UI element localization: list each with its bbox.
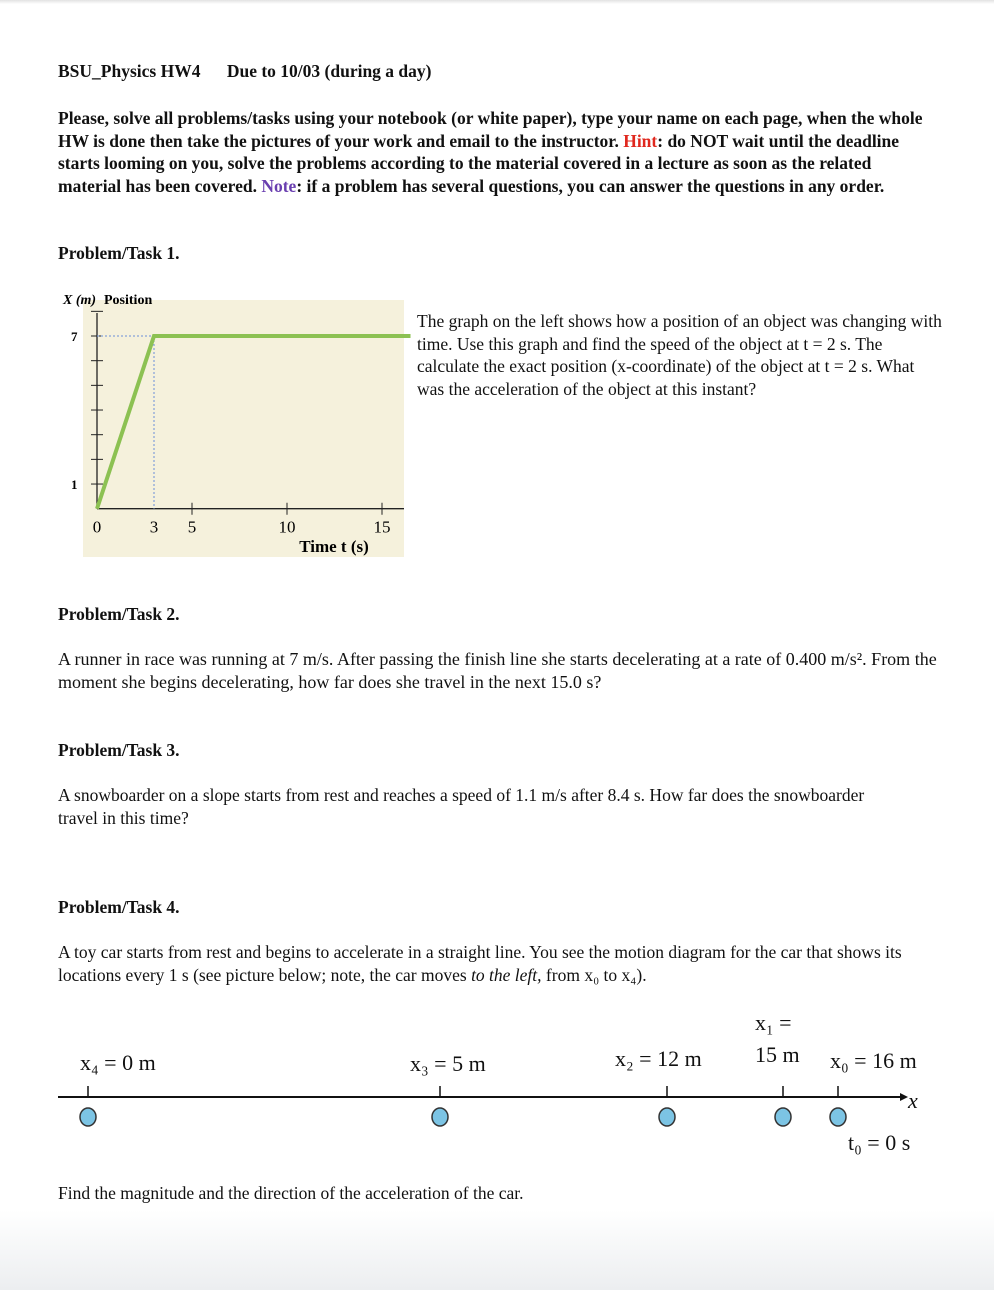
axis-arrow-icon	[900, 1093, 908, 1101]
task2-text: A runner in race was running at 7 m/s. After passing the finish line she starts decelerating at a rate of 0.400 m/s². From the moment she begins decelerating, how far does she travel in the next 15.0 s?	[58, 649, 937, 692]
label-x1-value: 15 m	[755, 1042, 800, 1067]
task4-text-b: from x₀ to x₄).	[541, 964, 647, 985]
intro-paragraph	[58, 107, 938, 197]
task3-heading: Problem/Task 3.	[58, 740, 180, 760]
chart-background	[83, 300, 404, 557]
task1-heading: Problem/Task 1.	[58, 243, 180, 263]
task4-question: Find the magnitude and the direction of the acceleration of the car.	[58, 1183, 524, 1203]
hint-label: Hint	[623, 130, 658, 151]
y-axis-variable: X (m)	[63, 293, 97, 308]
car-position-dot	[830, 1108, 846, 1126]
x-tick-label: 0	[92, 517, 102, 537]
task4-text	[58, 941, 943, 986]
car-position-dot	[659, 1108, 675, 1126]
position-time-chart	[0, 280, 420, 570]
car-position-dot	[432, 1108, 448, 1126]
due-date: Due to 10/03 (during a day)	[226, 61, 432, 81]
y-tick-label: 1	[71, 477, 78, 493]
label-x1: x₁ =	[755, 1010, 792, 1035]
task4-text-em: to the left,	[471, 964, 542, 985]
y-axis-label: Position	[104, 293, 153, 308]
x-axis-label: Time t (s)	[299, 537, 369, 556]
car-position-dot	[775, 1108, 791, 1126]
task2-heading: Problem/Task 2.	[58, 604, 180, 624]
motion-diagram	[0, 1000, 994, 1170]
x-tick-label: 10	[278, 517, 296, 537]
label-x2: x₂ = 12 m	[615, 1046, 702, 1071]
label-x3: x₃ = 5 m	[410, 1051, 486, 1076]
axis-label-x: x	[908, 1088, 918, 1113]
doc-title: BSU_Physics HW4	[58, 61, 201, 81]
task4-heading: Problem/Task 4.	[58, 897, 180, 917]
y-tick-label: 7	[71, 329, 78, 345]
note-label: Note	[261, 175, 297, 196]
intro-text: : if a problem has several questions, you can answer the questions in any order.	[296, 175, 885, 196]
doc-header	[58, 60, 432, 83]
x-tick-label: 5	[187, 517, 197, 537]
x-tick-label: 3	[149, 517, 159, 537]
label-x0: x₀ = 16 m	[830, 1048, 917, 1073]
page-bottom	[0, 1210, 994, 1290]
top-edge	[0, 0, 994, 4]
task1-text: The graph on the left shows how a position of an object was changing with time. Use this graph and find the speed of the object at t = 2 s. The calculate the exact position (x-coordinate) of the object at t = 2 s. What was the acceleration of the object at this instant?	[417, 311, 942, 399]
intro-text: : do NOT wait until the deadline starts looming on you, solve the problems according to the material covered in a lecture as soon as the related material has been covered.	[58, 130, 900, 196]
x-tick-label: 15	[373, 517, 391, 537]
task4-text-a: A toy car starts from rest and begins to accelerate in a straight line. You see the motion diagram for the car that shows its locations every 1 s (see picture below; note, the car moves	[58, 942, 902, 985]
car-position-dot	[80, 1108, 96, 1126]
label-x4: x₄ = 0 m	[80, 1050, 156, 1075]
time-label: t₀ = 0 s	[848, 1130, 911, 1155]
task3-text: A snowboarder on a slope starts from rest and reaches a speed of 1.1 m/s after 8.4 s. How far does the snowboarder travel in this time?	[58, 785, 865, 828]
intro-text: Please, solve all problems/tasks using your notebook (or white paper), type your name on each page, when the whole HW is done then take the pictures of your work and email to the instructor.	[58, 108, 923, 151]
